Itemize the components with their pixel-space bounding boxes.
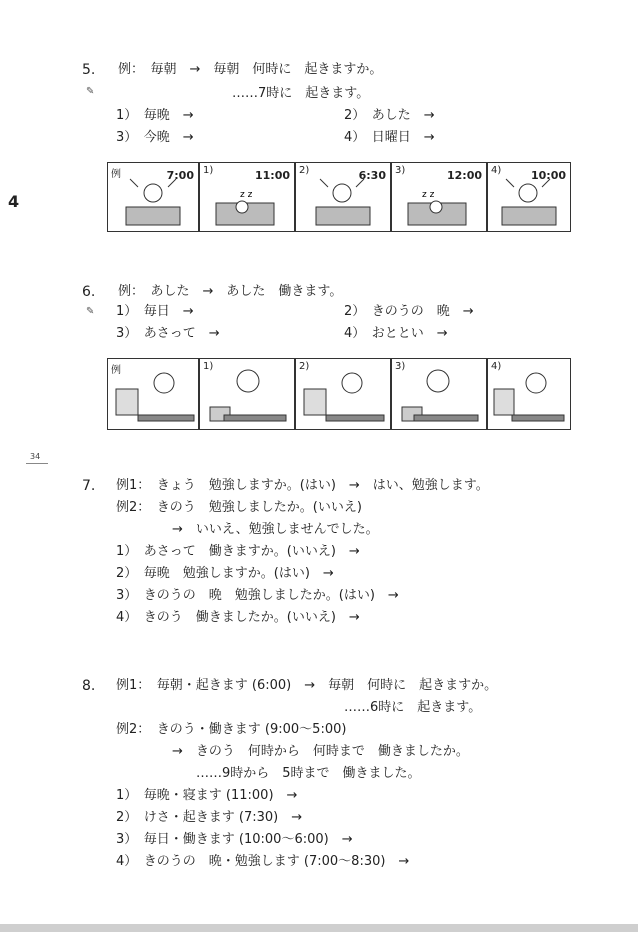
panel-time: 7:00 [166, 169, 194, 182]
ex5-example: 例： 毎朝 → 毎朝 何時に 起きますか。 [118, 62, 383, 77]
ex7-item-4: 4） きのう 働きましたか。(いいえ) → [116, 610, 360, 625]
ex6-panel-4 [487, 358, 571, 430]
ex8-item-4: 4） きのうの 晩・勉強します (7:00〜8:30) → [116, 854, 410, 869]
chapter-tab: 4 [8, 192, 20, 211]
ex7-example-2-answer: → いいえ、勉強しませんでした。 [172, 522, 379, 537]
ex8-example-2-answer: ……9時から 5時まで 働きました。 [196, 766, 421, 781]
ex7-example-2: 例2： きのう 勉強しましたか。(いいえ) [116, 500, 362, 515]
ex7-item-1: 1） あさって 働きますか。(いいえ) → [116, 544, 360, 559]
ex6-item-4: 4） おととい → [344, 326, 448, 341]
ex5-panel-2 [295, 162, 391, 232]
ex5-item-2: 2） あした → [344, 108, 435, 123]
notebook-icon: ✎ [86, 306, 95, 317]
ex6-item-1: 1） 毎日 → [116, 304, 194, 319]
ex7-item-3: 3） きのうの 晩 勉強しましたか。(はい) → [116, 588, 399, 603]
page-number: 34 [30, 452, 41, 461]
ex5-item-1: 1） 毎晩 → [116, 108, 194, 123]
panel-label: 3) [395, 165, 406, 176]
panel-label: 3) [395, 361, 406, 372]
ex8-example-2-question: → きのう 何時から 何時まで 働きましたか。 [172, 744, 469, 759]
panel-label: 1) [203, 361, 214, 372]
studying-illustration [200, 359, 294, 429]
svg-text:z z: z z [422, 190, 435, 200]
panel-label: 4) [491, 361, 502, 372]
ex8-item-1: 1） 毎晩・寝ます (11:00) → [116, 788, 298, 803]
panel-label: 2) [299, 361, 310, 372]
svg-text:z z: z z [240, 190, 253, 200]
ex7-example-1: 例1： きょう 勉強しますか。(はい) → はい、勉強します。 [116, 478, 489, 493]
ex7-number: 7. [82, 478, 96, 494]
ex8-example-1: 例1： 毎朝・起きます (6:00) → 毎朝 何時に 起きますか。 [116, 678, 498, 693]
ex8-item-3: 3） 毎日・働きます (10:00〜6:00) → [116, 832, 353, 847]
ex6-panel-2 [295, 358, 391, 430]
notebook-icon: ✎ [86, 86, 95, 97]
ex8-item-2: 2） けさ・起きます (7:30) → [116, 810, 303, 825]
panel-time: 12:00 [446, 169, 482, 182]
ex8-number: 8. [82, 678, 96, 694]
panel-label: 例 [111, 169, 121, 180]
ex8-example-1-answer: ……6時に 起きます。 [344, 700, 482, 715]
ex5-panel-3 [391, 162, 487, 232]
ex6-item-2: 2） きのうの 晩 → [344, 304, 474, 319]
ex6-item-3: 3） あさって → [116, 326, 220, 341]
ex7-item-2: 2） 毎晩 勉強しますか。(はい) → [116, 566, 334, 581]
panel-label: 例 [111, 365, 121, 376]
ex6-panel-example [107, 358, 199, 430]
working-at-desk-illustration [108, 359, 198, 429]
panel-time: 11:00 [254, 169, 290, 182]
ex5-item-4: 4） 日曜日 → [344, 130, 435, 145]
ex6-panel-3 [391, 358, 487, 430]
ex5-answer: ……7時に 起きます。 [232, 86, 370, 101]
scan-edge [0, 924, 638, 932]
ex5-panel-1 [199, 162, 295, 232]
ex6-number: 6. [82, 284, 96, 300]
panel-label: 2) [299, 165, 310, 176]
ex8-example-2: 例2： きのう・働きます (9:00〜5:00) [116, 722, 347, 737]
ex6-example: 例： あした → あした 働きます。 [118, 284, 343, 299]
panel-label: 4) [491, 165, 502, 176]
panel-label: 1) [203, 165, 214, 176]
ex5-panel-4 [487, 162, 571, 232]
ex6-panel-1 [199, 358, 295, 430]
page-number-rule [26, 463, 48, 464]
panel-time: 10:00 [530, 169, 566, 182]
ex5-number: 5. [82, 62, 96, 78]
ex5-item-3: 3） 今晩 → [116, 130, 194, 145]
panel-time: 6:30 [358, 169, 386, 182]
ex5-panel-example [107, 162, 199, 232]
working-at-desk-illustration [296, 359, 390, 429]
studying-illustration [392, 359, 486, 429]
